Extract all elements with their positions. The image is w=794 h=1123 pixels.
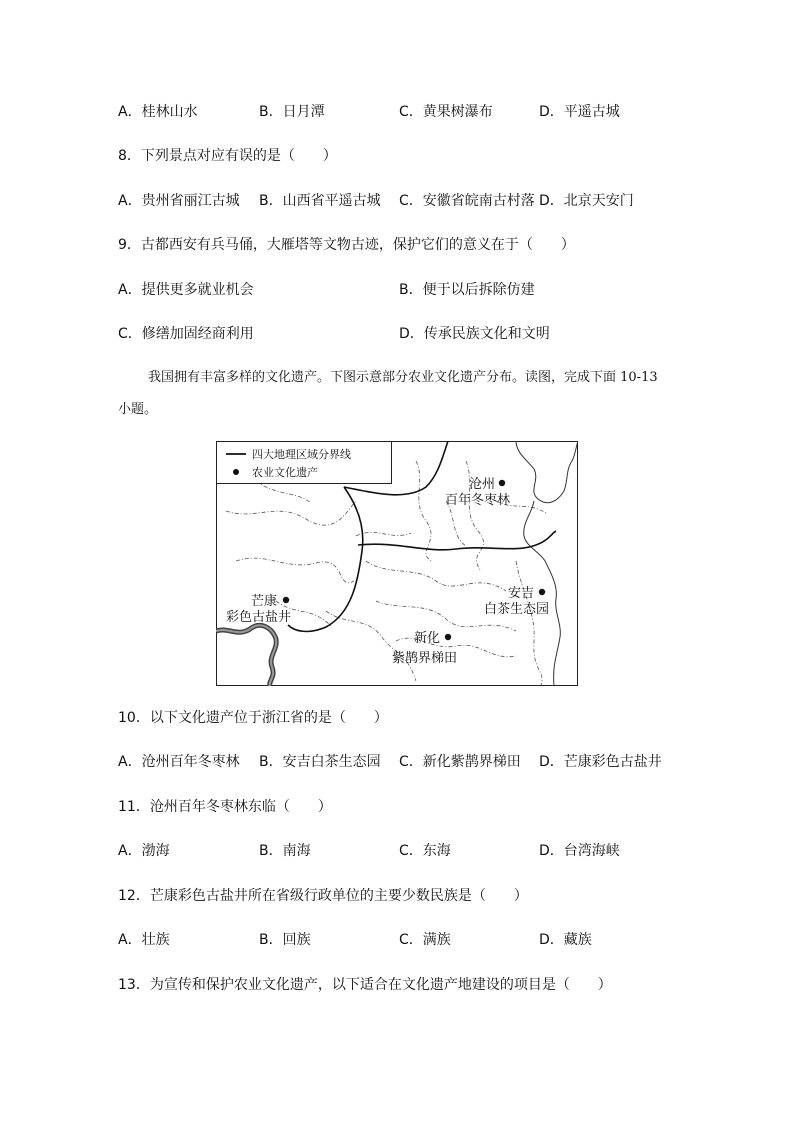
site-mangkang-name: 芒康	[251, 594, 278, 609]
q11-option-a: A．渤海	[118, 843, 170, 859]
q13-stem: 13．为宣传和保护农业文化遗产，以下适合在文化遗产地建设的项目是（ ）	[118, 977, 612, 993]
site-mangkang-dot	[283, 597, 289, 603]
q11-stem: 11．沧州百年冬枣林东临（ ）	[118, 799, 332, 815]
q12-option-a: A．壮族	[118, 932, 170, 948]
legend-dot-icon	[233, 469, 239, 475]
q8-option-c: C．安徽省皖南古村落	[399, 193, 535, 209]
site-anji-dot	[539, 589, 545, 595]
site-anji-desc: 白茶生态园	[484, 602, 550, 617]
q12-option-c: C．满族	[399, 932, 451, 948]
q12-stem: 12．芒康彩色古盐井所在省级行政单位的主要少数民族是（ ）	[118, 888, 528, 904]
q7-option-c: C．黄果树瀑布	[399, 104, 493, 120]
site-mangkang-desc: 彩色古盐井	[226, 610, 292, 625]
site-xinhua-dot	[445, 634, 451, 640]
q9-option-c: C．修缮加固经商利用	[118, 326, 254, 342]
intro-line-1: 我国拥有丰富多样的文化遗产。下图示意部分农业文化遗产分布。读图，完成下面 10-13	[148, 370, 658, 385]
q9-option-b: B．便于以后拆除仿建	[399, 282, 535, 298]
q10-option-d: D．芒康彩色古盐井	[539, 754, 662, 770]
site-anji-name: 安吉	[508, 586, 535, 601]
q11-option-c: C．东海	[399, 843, 451, 859]
q11-option-b: B．南海	[259, 843, 311, 859]
q12-option-b: B．回族	[259, 932, 311, 948]
q10-option-a: A．沧州百年冬枣林	[118, 754, 240, 770]
site-cangzhou-dot	[499, 480, 505, 486]
q11-option-d: D．台湾海峡	[539, 843, 620, 859]
legend-boundary-label: 四大地理区域分界线	[252, 448, 351, 461]
q8-option-a: A．贵州省丽江古城	[118, 193, 240, 209]
q10-option-b: B．安吉白茶生态园	[259, 754, 381, 770]
q9-stem: 9．古都西安有兵马俑，大雁塔等文物古迹，保护它们的意义在于（ ）	[118, 237, 575, 253]
q8-stem: 8．下列景点对应有误的是（ ）	[118, 148, 337, 164]
q8-option-b: B．山西省平遥古城	[259, 193, 381, 209]
intro-line-2: 小题。	[118, 402, 158, 417]
q9-option-d: D．传承民族文化和文明	[399, 326, 550, 342]
site-cangzhou-desc: 百年冬枣林	[445, 493, 511, 508]
site-xinhua-desc: 紫鹊界梯田	[392, 651, 458, 666]
heritage-map	[216, 441, 578, 686]
q7-option-d: D．平遥古城	[539, 104, 620, 120]
q9-option-a: A．提供更多就业机会	[118, 282, 254, 298]
q10-stem: 10．以下文化遗产位于浙江省的是（ ）	[118, 710, 388, 726]
q12-option-d: D．藏族	[539, 932, 592, 948]
q8-option-d: D．北京天安门	[539, 193, 634, 209]
q7-option-a: A．桂林山水	[118, 104, 198, 120]
site-cangzhou-name: 沧州	[469, 477, 496, 492]
site-xinhua-name: 新化	[414, 631, 441, 646]
q10-option-c: C．新化紫鹊界梯田	[399, 754, 521, 770]
legend-heritage-label: 农业文化遗产	[252, 466, 318, 479]
q7-option-b: B．日月潭	[259, 104, 325, 120]
